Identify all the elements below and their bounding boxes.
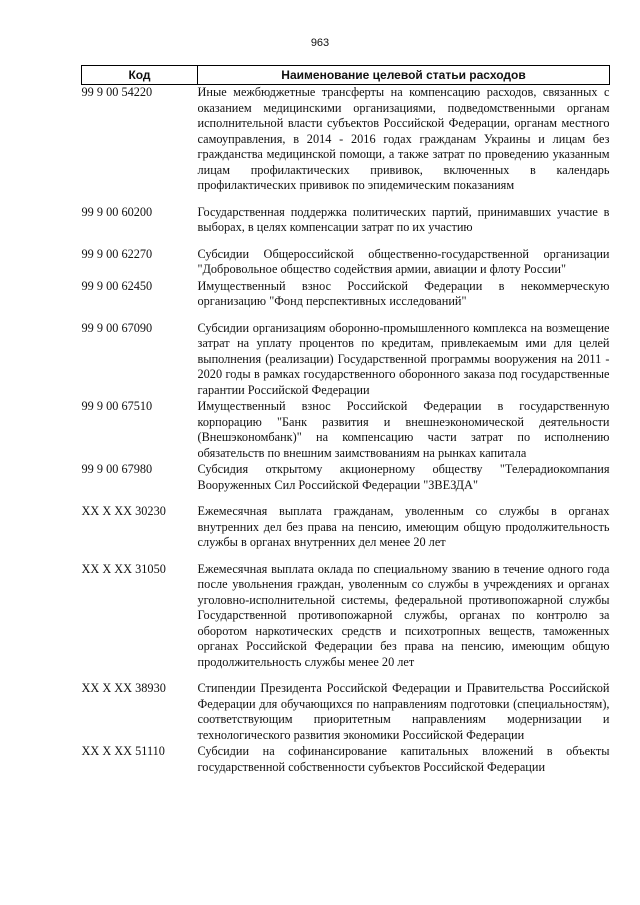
row-name: Субсидии на софинансирование капитальных вложений в объекты государственной собственности субъектов Российской Федерации xyxy=(197,744,610,774)
table-row xyxy=(82,504,610,562)
row-code: XX X XX 30230 xyxy=(81,504,166,518)
header-name: Наименование целевой статьи расходов xyxy=(198,66,610,85)
table-header-row xyxy=(82,66,610,85)
row-code: 99 9 00 67090 xyxy=(81,320,153,335)
row-code: 99 9 00 67510 xyxy=(81,399,153,413)
row-code: 99 9 00 62450 xyxy=(81,278,153,293)
table-row xyxy=(82,321,610,400)
table-row xyxy=(82,399,610,462)
row-code: 99 9 00 60200 xyxy=(81,204,153,219)
table-row xyxy=(82,562,610,682)
row-name: Субсидия открытому акционерному обществу "Телерадиокомпания Вооруженных Сил Российской Федерации "ЗВЕЗДА" xyxy=(197,462,610,492)
table-row xyxy=(82,205,610,247)
row-code: XX X XX 31050 xyxy=(81,561,166,576)
header-code: Код xyxy=(82,66,198,85)
row-name: Ежемесячная выплата гражданам, уволенным со службы в органах внутренних дел без права на пенсию, имеющим общую продолжительность службы в органах внутренних дел менее 20 лет xyxy=(197,504,610,549)
table-row xyxy=(82,279,610,321)
row-name: Субсидии Общероссийской общественно-государственной организации "Добровольное общество содействия армии, авиации и флоту России" xyxy=(197,246,610,276)
row-code: 99 9 00 62270 xyxy=(81,246,153,261)
row-name: Стипендии Президента Российской Федерации и Правительства Российской Федерации для обучающихся по направлениям подготовки (специальностям), соответствующим приоритетным направлениям модернизации и технологического развития экономики Российской Федерации xyxy=(197,681,610,742)
table-row xyxy=(82,744,610,776)
row-name: Ежемесячная выплата оклада по специальному званию в течение одного года после увольнения граждан, уволенным со службы в учреждениях и органах уголовно-исполнительной системы, федеральной противопожарной службы Государственной противопожарной службы, органах по контролю за оборотом наркотических средств и психотропных веществ, таможенных органах Российской Федерации без права на пенсию, имеющим общую продолжительность службы менее 20 лет xyxy=(197,561,610,669)
table-row xyxy=(82,247,610,279)
table-row xyxy=(82,681,610,744)
row-code: 99 9 00 54220 xyxy=(81,85,153,99)
row-name: Имущественный взнос Российской Федерации в государственную корпорацию "Банк развития и внешнеэкономической деятельности (Внешэкономбанк)" на компенсацию части затрат по исполнению обязательств по внешним заимствованиям на рынках капитала xyxy=(197,399,610,460)
row-name: Имущественный взнос Российской Федерации в некоммерческую организацию "Фонд перспективных исследований" xyxy=(197,278,610,308)
table-row xyxy=(82,85,610,205)
row-name: Государственная поддержка политических партий, принимавших участие в выборах, в целях компенсации затрат по их участию xyxy=(197,204,610,234)
row-name: Иные межбюджетные трансферты на компенсацию расходов, связанных с оказанием медицинскими организациями, подведомственными органам исполнительной власти субъектов Российской Федерации, органам местного самоуправления, в 2014 - 2016 годах гражданам Украины и лицам без гражданства медицинской помощи, а также затрат по проведению указанным лицам профилактических прививок, включенных в календарь профилактических прививок по эпидемическим показаниям xyxy=(197,85,610,192)
table-row xyxy=(82,462,610,504)
row-code: 99 9 00 67980 xyxy=(81,462,153,476)
row-name: Субсидии организациям оборонно-промышленного комплекса на возмещение затрат на уплату процентов по кредитам, привлекаемым ими для целей выполнения (реализации) Государственной программы вооружения на 2011 - 2020 годы в рамках государственного оборонного заказа под государственные гарантии Российской Федерации xyxy=(197,320,610,397)
budget-items-table xyxy=(81,65,610,776)
row-code: XX X XX 51110 xyxy=(81,744,165,758)
page-number: 963 xyxy=(310,37,330,49)
row-code: XX X XX 38930 xyxy=(81,681,166,695)
